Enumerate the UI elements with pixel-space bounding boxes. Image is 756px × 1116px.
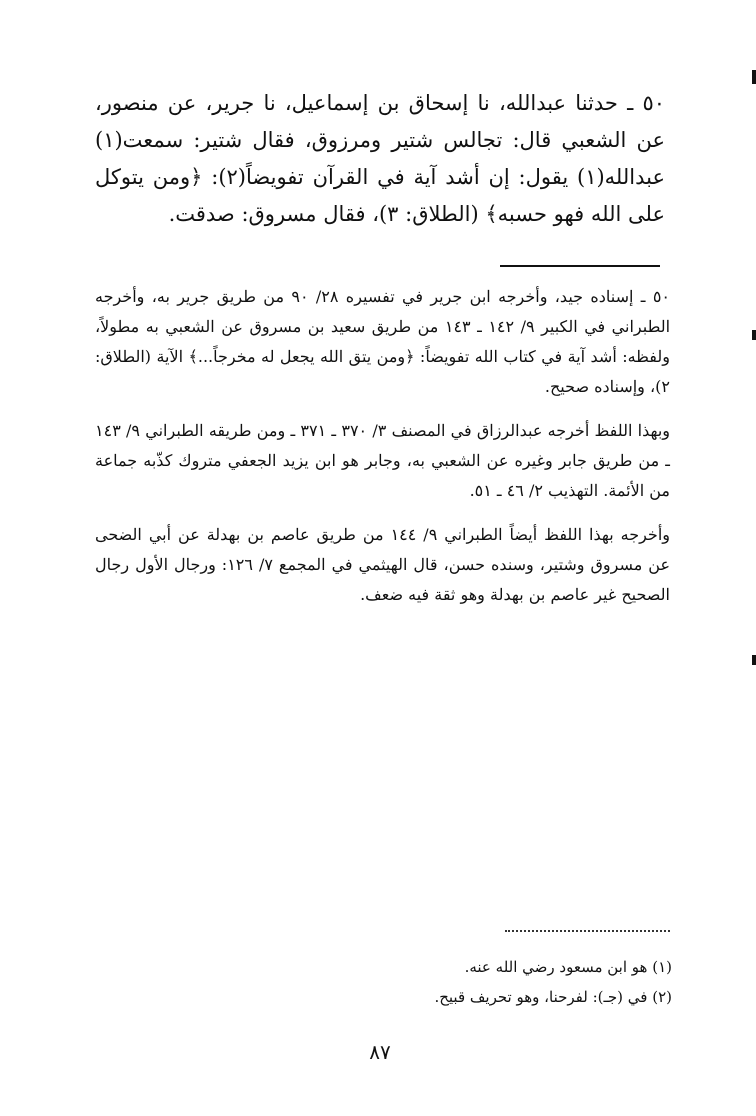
- commentary-paragraph: وبهذا اللفظ أخرجه عبدالرزاق في المصنف ٣/ ٣٧٠ ـ ٣٧١ ـ ومن طريقه الطبراني ٩/ ١٤٣ ـ من طريق جابر وغيره عن الشعبي به، وجابر هو ابن يزيد الجعفي متروك كذّبه جماعة من الأئمة. التهذيب ٢/ ٤٦ ـ ٥١.: [95, 421, 671, 500]
- edge-mark: [752, 330, 756, 340]
- commentary-paragraph: ٥٠ ـ إسناده جيد، وأخرجه ابن جرير في تفسيره ٢٨/ ٩٠ من طريق جرير به، وأخرجه الطبراني في الكبير ٩/ ١٤٢ ـ ١٤٣ من طريق سعيد بن مسروق عن الشعبي به مطولاً، ولفظه: أشد آية في كتاب الله تفويضاً: ﴿ومن يتق الله يجعل له مخرجاً...﴾ الآية (الطلاق: ٢)، وإسناده صحيح.: [95, 287, 671, 396]
- footnote-item: (١) هو ابن مسعود رضي الله عنه.: [464, 958, 672, 976]
- footnote-item: (٢) في (جـ): لفرحنا، وهو تحريف قبيح.: [434, 988, 672, 1006]
- edge-mark: [752, 70, 756, 84]
- footnote-separator: [505, 930, 670, 932]
- commentary-paragraph: وأخرجه بهذا اللفظ أيضاً الطبراني ٩/ ١٤٤ من طريق عاصم بن بهدلة عن أبي الضحى عن مسروق وشتير، وسنده حسن، قال الهيثمي في المجمع ٧/ ١٢٦: ورجال الأول رجال الصحيح غير عاصم بن بهدلة وهو ثقة فيه ضعف.: [95, 525, 671, 604]
- hadith-paragraph: ٥٠ ـ حدثنا عبدالله، نا إسحاق بن إسماعيل، نا جرير، عن منصور، عن الشعبي قال: تجالس شتير ومرزوق، فقال شتير: سمعت(١) عبدالله(١) يقول: إن أشد آية في القرآن تفويضاً(٢): ﴿ومن يتوكل على الله فهو حسبه﴾ (الطلاق: ٣)، فقال مسروق: صدقت.: [95, 91, 666, 226]
- page-number: ٨٧: [369, 1040, 391, 1064]
- footnotes: [300, 952, 672, 1012]
- commentary-notes: [95, 282, 670, 624]
- hadith-text: [95, 85, 665, 233]
- separator-rule: [500, 265, 660, 267]
- edge-mark: [752, 655, 756, 665]
